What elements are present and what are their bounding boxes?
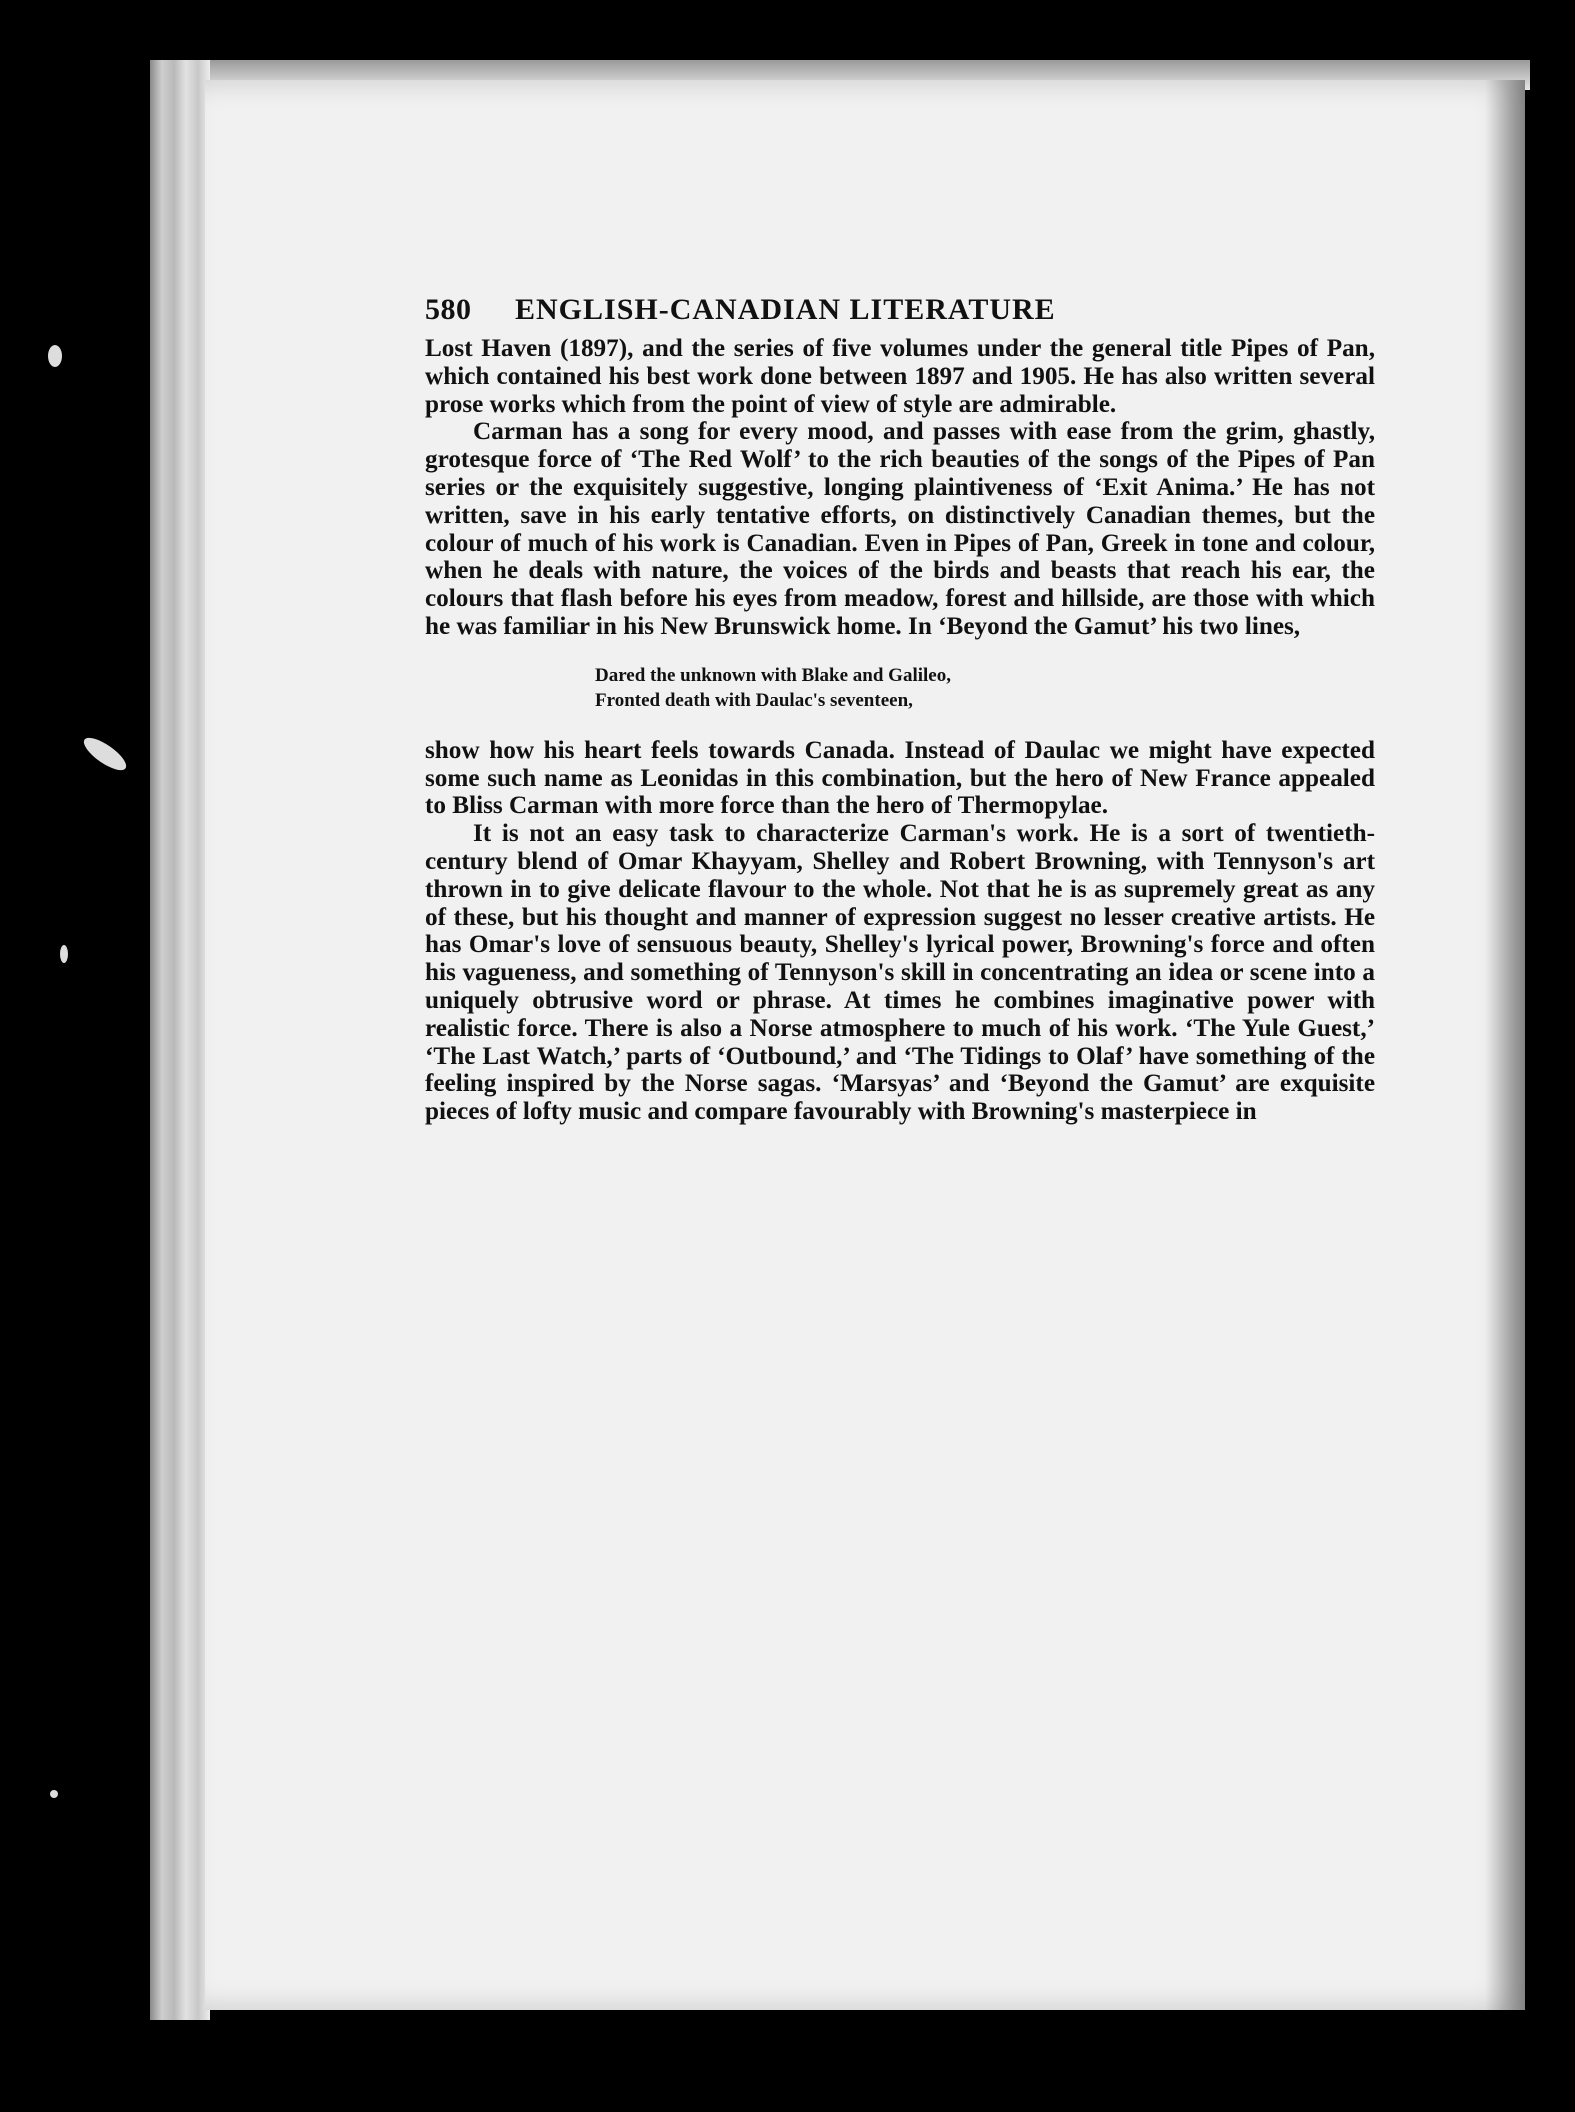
page-text-block (425, 293, 1375, 1126)
running-title: ENGLISH-CANADIAN LITERATURE (515, 293, 1056, 326)
scan-speck (79, 732, 130, 775)
paragraph-4: It is not an easy task to characterize Carman's work. He is a sort of twentieth-century blend of Omar Khayyam, Shelley and Robert Browning, with Tennyson's art thrown in to give delicate flavour to the whole. Not that he is as supremely great as any of these, but his thought and manner of expression suggest no lesser creative artists. He has Omar's love of sensuous beauty, Shelley's lyrical power, Browning's force and often his vagueness, and something of Tennyson's skill in concentrating an idea or scene into a uniquely obtrusive word or phrase. At times he combines imaginative power with realistic force. There is also a Norse atmosphere to much of his work. ‘The Yule Guest,’ ‘The Last Watch,’ parts of ‘Outbound,’ and ‘The Tidings to Olaf’ have something of the feeling inspired by the Norse sagas. ‘Marsyas’ and ‘Beyond the Gamut’ are exquisite pieces of lofty music and compare favourably with Browning's masterpiece in (425, 820, 1375, 1126)
scan-speck (60, 945, 68, 963)
verse-line-2: Fronted death with Daulac's seventeen, (595, 689, 913, 711)
verse-line-1: Dared the unknown with Blake and Galileo, (595, 664, 951, 686)
paragraph-1: Lost Haven (1897), and the series of five volumes under the general title Pipes of Pan, which contained his best work done between 1897 and 1905. He has also written several prose works which from the point of view of style are admirable. (425, 335, 1375, 418)
scan-speck (50, 1790, 58, 1798)
paragraph-3: show how his heart feels towards Canada. Instead of Daulac we might have expected some such name as Leonidas in this combination, but the hero of New France appealed to Bliss Carman with more force than the hero of Thermopylae. (425, 736, 1375, 820)
page-number: 580 (425, 293, 472, 326)
book-fore-edge (150, 60, 210, 2020)
paragraph-2: Carman has a song for every mood, and passes with ease from the grim, ghastly, grotesque force of ‘The Red Wolf’ to the rich beauties of the songs of the Pipes of Pan series or the exquisitely suggestive, longing plaintiveness of ‘Exit Anima.’ He has not written, save in his early tentative efforts, on distinctively Canadian themes, but the colour of much of his work is Canadian. Even in Pipes of Pan, Greek in tone and colour, when he deals with nature, the voices of the birds and beasts that reach his ear, the colours that flash before his eyes from meadow, forest and hillside, are those with which he was familiar in his New Brunswick home. In ‘Beyond the Gamut’ his two lines, (425, 418, 1375, 640)
verse-quote (595, 663, 1375, 713)
spine-shadow (1485, 80, 1525, 2010)
scan-speck (48, 345, 62, 367)
running-head (425, 293, 1375, 327)
